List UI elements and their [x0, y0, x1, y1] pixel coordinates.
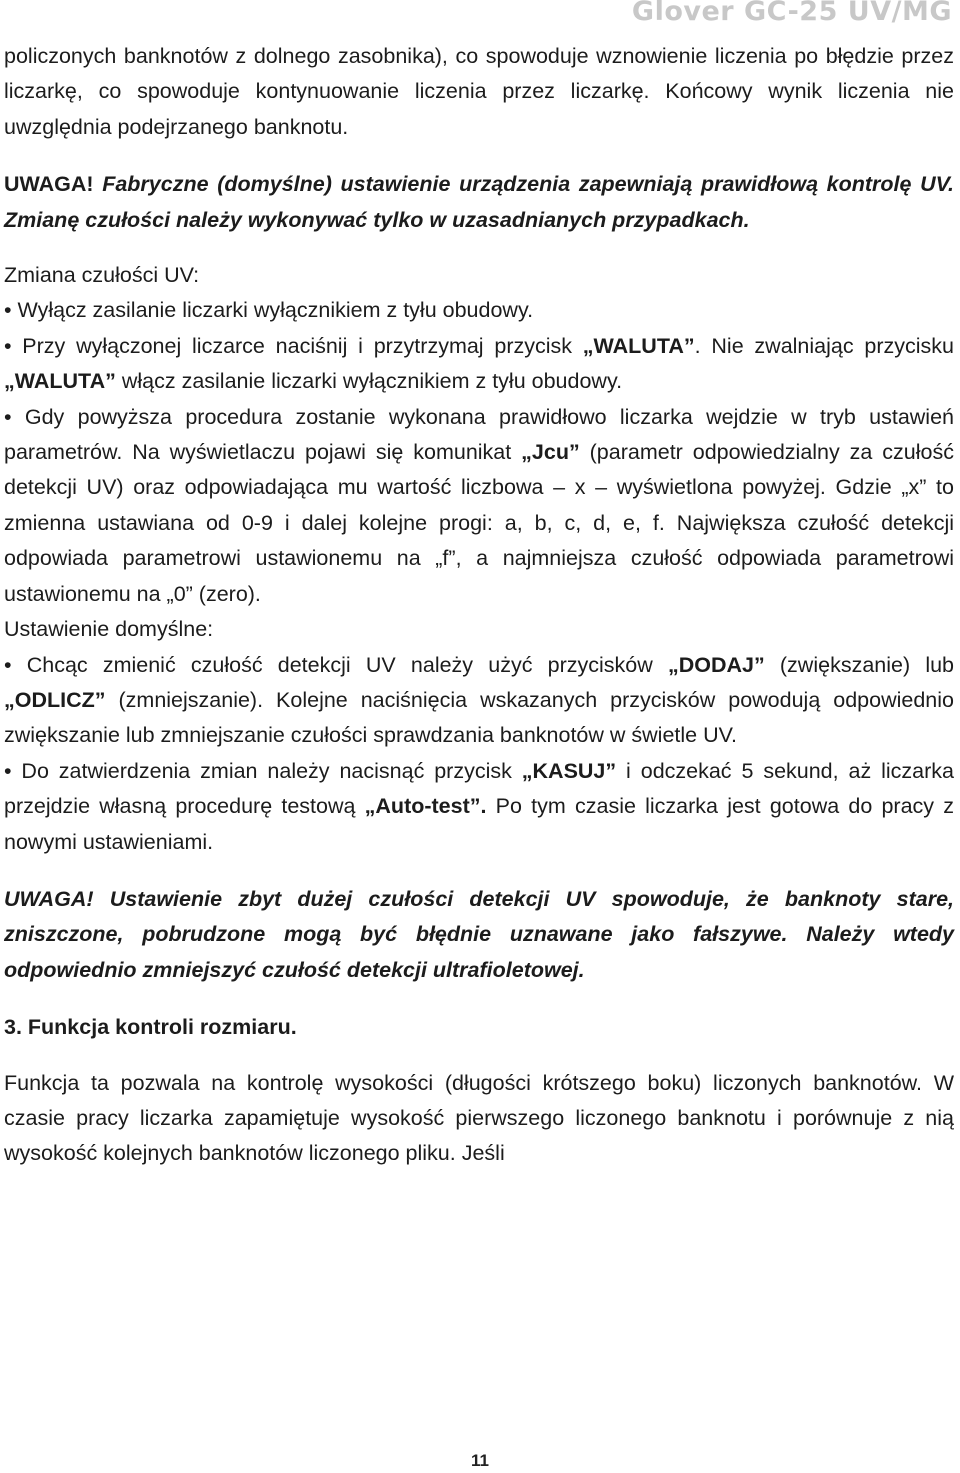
page-number: 11	[471, 1451, 489, 1470]
step-change-sensitivity	[4, 648, 954, 754]
key-kasuj: „KASUJ”	[521, 758, 617, 783]
default-setting-label: Ustawienie domyślne:	[4, 617, 214, 642]
step-power-off: • Wyłącz zasilanie liczarki wyłącznikiem z tyłu obudowy.	[4, 298, 534, 323]
step-text: (parametr odpowiedzialny za czułość detekcji UV) oraz odpowiadająca mu wartość liczbowa – x – wyświetlona powyżej. Gdzie „x” to zmienna ustawiana od 0-9 i dalej kolejne progi: a, b, c, d, e, f. Największa czułość detekcji odpowiada parametrowi ustawionemu na „f”, a najmniejsza czułość odpowiada parametrowi ustawionemu na „0” (zero).	[4, 440, 954, 606]
document-body	[4, 39, 954, 1172]
step-text: . Nie zwalniając przycisku	[694, 333, 954, 358]
paragraph-size-control: Funkcja ta pozwala na kontrolę wysokości (długości krótszego boku) liczonych banknotów. W czasie pracy liczarka zapamiętuje wysokość pierwszego liczonego banknotu i porównuje z nią wysokość kolejnych banknotów liczonego pliku. Jeśli	[4, 1070, 954, 1166]
key-waluta: „WALUTA”	[582, 333, 695, 358]
step-settings-mode	[4, 400, 954, 612]
step-text: • Do zatwierdzenia zmian należy nacisnąć przycisk	[4, 758, 522, 783]
auto-test-label: „Auto-test”.	[364, 794, 487, 819]
step-text: • Przy wyłączonej liczarce naciśnij i przytrzymaj przycisk	[4, 333, 583, 358]
step-confirm	[4, 754, 954, 860]
step-text: • Gdy powyższa procedura zostanie wykonana prawidłowo liczarka wejdzie w tryb ustawień parametrów. Na wyświetlaczu pojawi się komunikat	[4, 404, 954, 465]
key-odlicz: „ODLICZ”	[4, 687, 106, 712]
warning-text: Fabryczne (domyślne) ustawienie urządzenia zapewniają prawidłową kontrolę UV. Zmianę czułości należy wykonywać tylko w uzasadnianych przypadkach.	[4, 172, 954, 232]
warning-lead: UWAGA!	[4, 172, 94, 197]
key-dodaj: „DODAJ”	[667, 652, 765, 677]
key-waluta: „WALUTA”	[4, 369, 116, 394]
section-heading: 3. Funkcja kontroli rozmiaru.	[4, 1015, 297, 1040]
document-header-title: Glover GC-25 UV/MG	[631, 0, 952, 27]
uv-sensitivity-heading: Zmiana czułości UV:	[4, 263, 200, 288]
step-text: Po tym czasie liczarka jest gotowa do pracy z nowymi ustawieniami.	[4, 794, 954, 854]
warning-factory-settings	[4, 167, 954, 238]
step-hold-waluta	[4, 329, 954, 400]
paragraph-continuation: policzonych banknotów z dolnego zasobnika), co spowoduje wznowienie liczenia po błędzie przez liczarkę, co spowoduje kontynuowanie liczenia przez liczarkę. Końcowy wynik liczenia nie uwzględnia podejrzanego banknotu.	[4, 44, 954, 139]
step-text: włącz zasilanie liczarki wyłącznikiem z tyłu obudowy.	[115, 369, 623, 394]
warning-high-sensitivity: UWAGA! Ustawienie zbyt dużej czułości detekcji UV spowoduje, że banknoty stare, zniszczone, pobrudzone mogą być błędnie uznawane jako fałszywe. Należy wtedy odpowiednio zmniejszyć czułość detekcji ultrafioletowej.	[4, 886, 954, 982]
step-text: (zmniejszanie). Kolejne naciśnięcia wskazanych przycisków powodują odpowiednio zwiększanie lub zmniejszanie czułości sprawdzania banknotów w świetle UV.	[4, 687, 954, 748]
display-code-jcu: „Jcu”	[521, 440, 580, 465]
step-text: • Chcąc zmienić czułość detekcji UV należy użyć przycisków	[4, 652, 668, 677]
step-text: (zwiększanie) lub	[764, 652, 955, 677]
step-text: i odczekać 5 sekund, aż liczarka przejdzie własną procedurę testową	[4, 758, 954, 819]
